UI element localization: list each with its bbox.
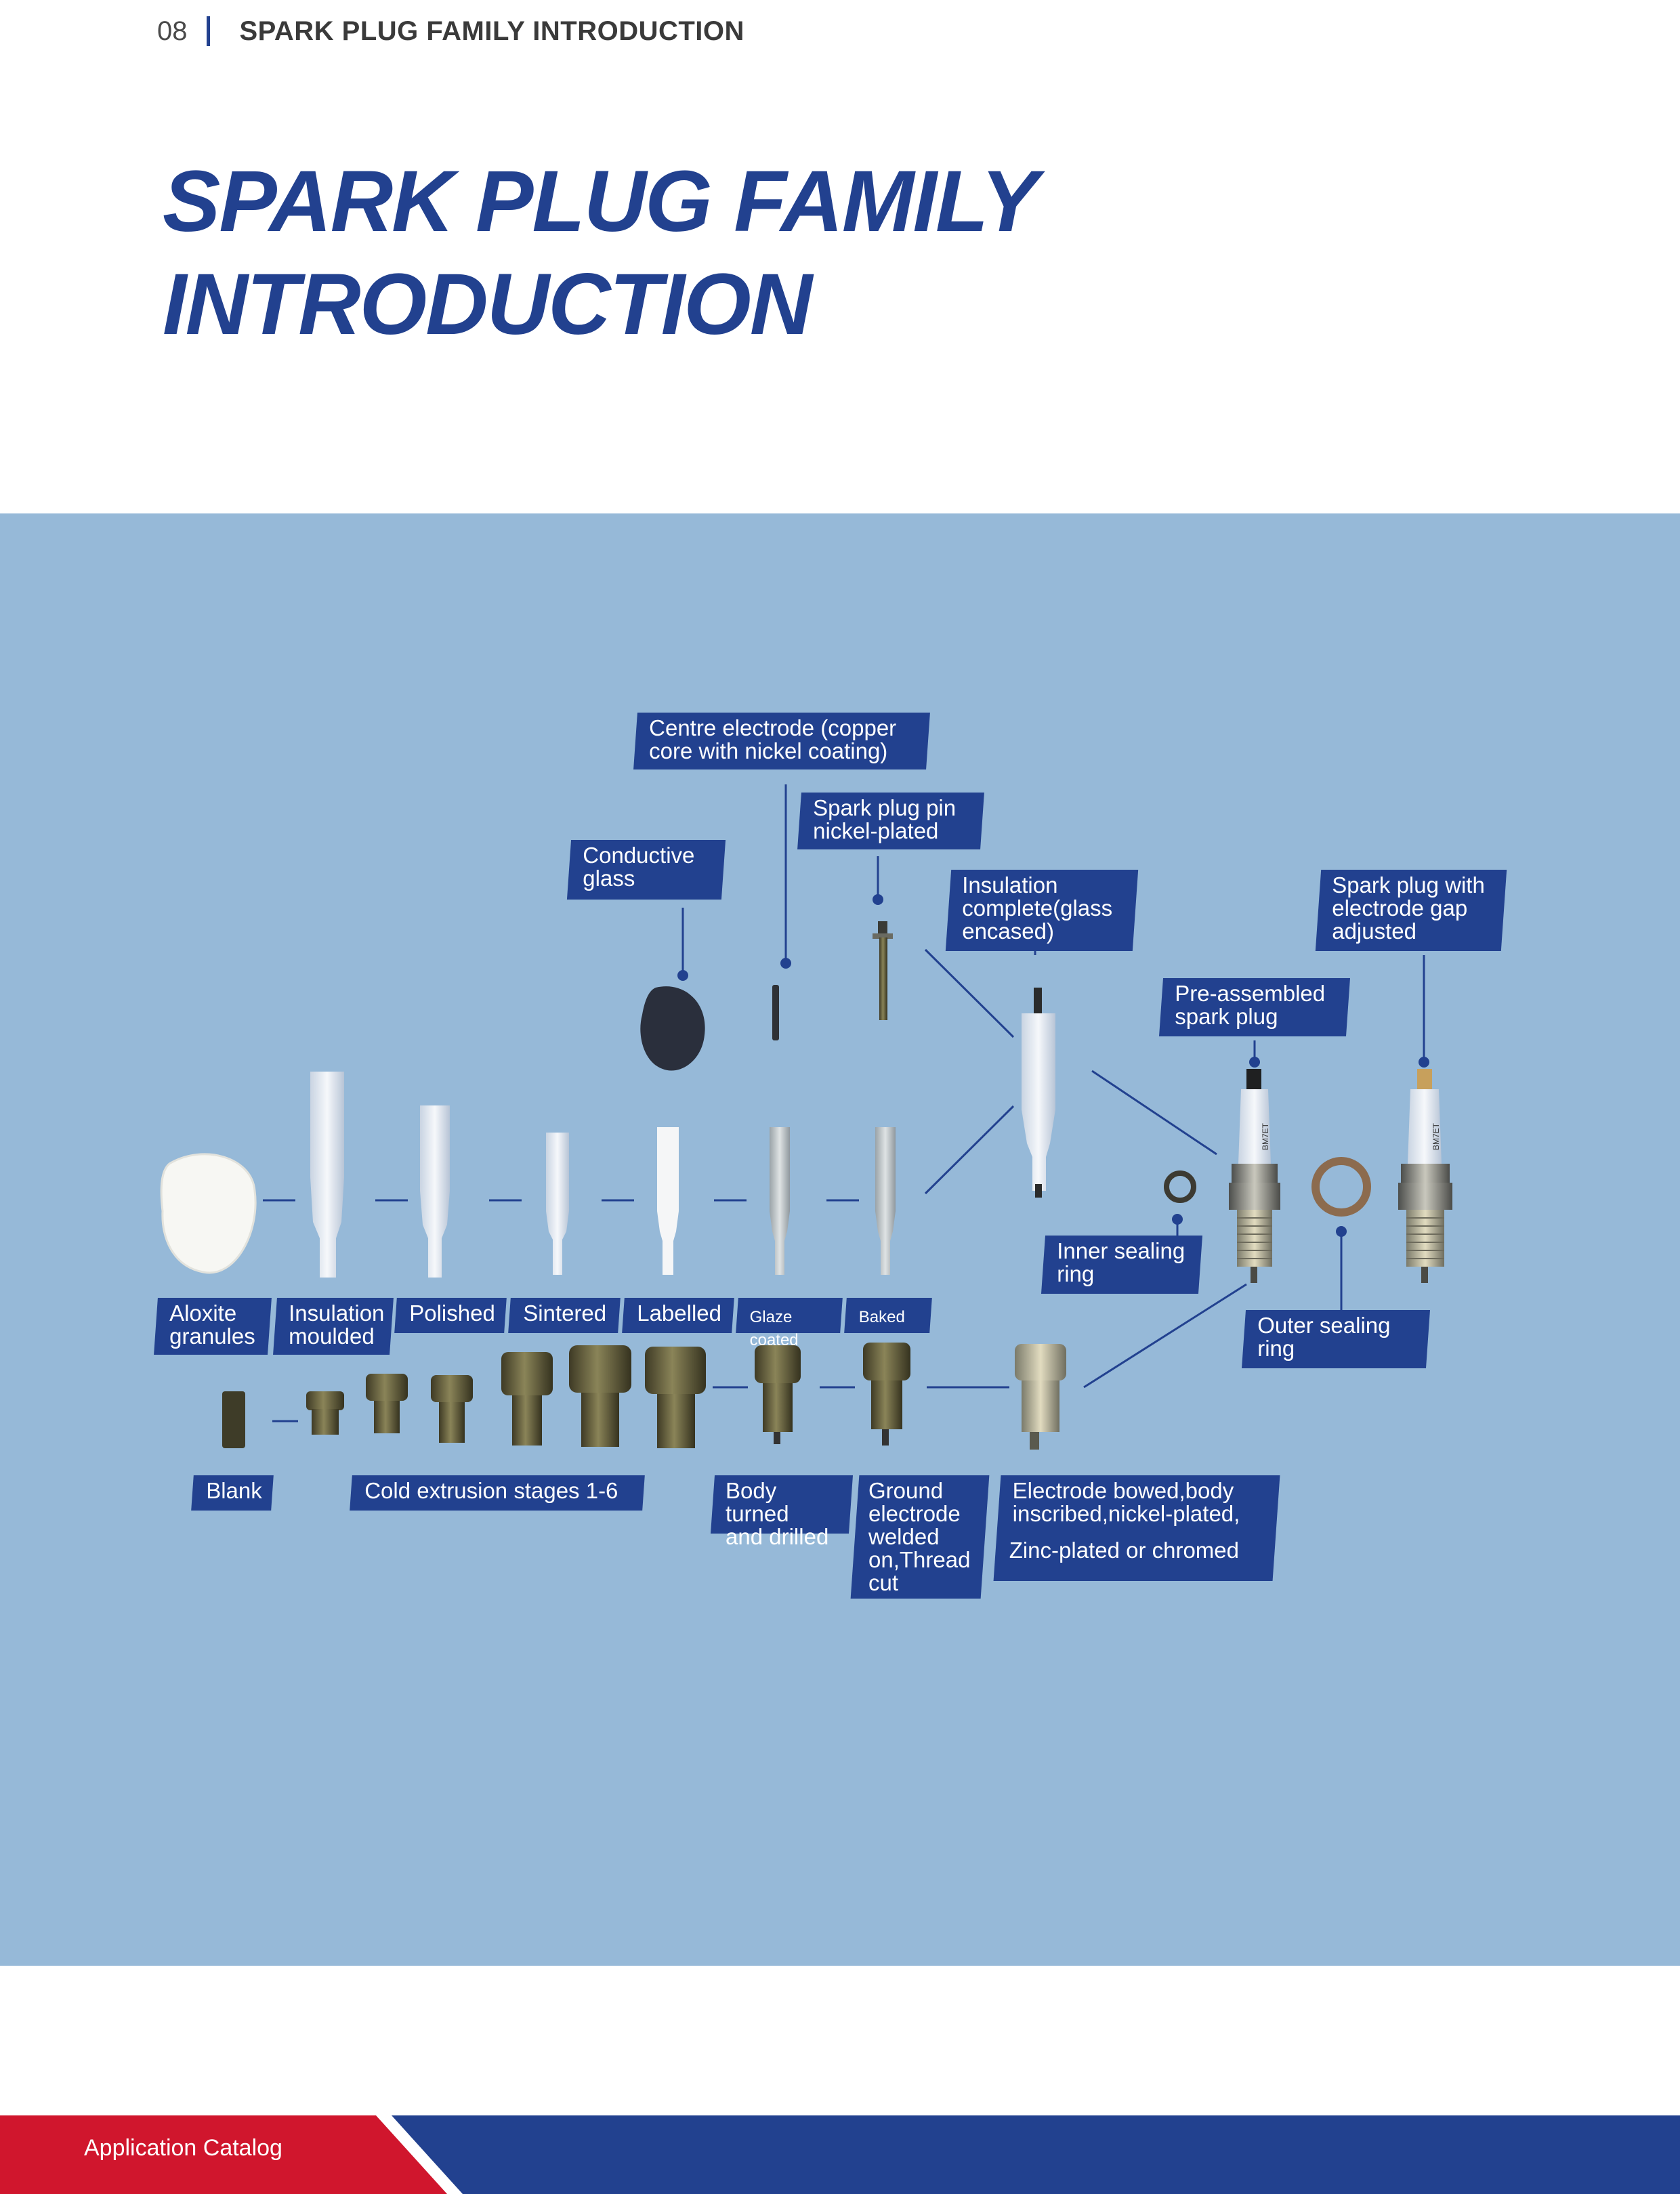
labelled-insulator-image: [657, 1127, 679, 1275]
plug-inscription-2: BM7ET: [1431, 1122, 1441, 1151]
label-spark-plug-gap-adjusted: Spark plug with electrode gap adjusted: [1316, 870, 1507, 951]
process-diagram: [0, 513, 1680, 1966]
page-title-line-2: INTRODUCTION: [163, 256, 812, 353]
label-outer-sealing-ring: Outer sealing ring: [1242, 1310, 1430, 1368]
extrusion-stage-5: [569, 1345, 631, 1447]
baked-insulator-image: [875, 1127, 896, 1275]
extrusion-stage-4: [501, 1352, 553, 1446]
label-aloxite-granules: Aloxite granules: [154, 1298, 272, 1355]
label-polished: Polished: [394, 1298, 507, 1333]
extrusion-stage-6: [645, 1347, 706, 1448]
label-cold-extrusion: Cold extrusion stages 1-6: [350, 1475, 645, 1511]
centre-electrode-image: [772, 985, 779, 1040]
cold-extrusion-stages-image: [306, 1345, 706, 1448]
insulation-moulded-image: [310, 1072, 344, 1278]
aloxite-granules-image: [161, 1154, 255, 1273]
extrusion-stage-2: [366, 1374, 408, 1433]
label-centre-electrode: Centre electrode (copper core with nickel coating): [633, 713, 930, 769]
label-pre-assembled: Pre-assembled spark plug: [1159, 978, 1350, 1036]
glaze-coated-insulator-image: [770, 1127, 790, 1275]
ground-electrode-welded-image: [863, 1343, 910, 1446]
footer-catalog-label: Application Catalog: [84, 2135, 282, 2161]
label-electrode-bowed: Electrode bowed,body inscribed,nickel-plated, Zinc-plated or chromed: [994, 1475, 1280, 1581]
label-conductive-glass: Conductive glass: [567, 840, 726, 900]
sintered-insulator-image: [546, 1133, 569, 1275]
label-insulation-complete: Insulation complete(glass encased): [946, 870, 1138, 951]
label-ground-electrode-welded: Ground electrode welded on,Thread cut: [851, 1475, 990, 1599]
page-number: 08: [157, 16, 188, 46]
label-inner-sealing-ring: Inner sealing ring: [1041, 1236, 1202, 1294]
extrusion-stage-3: [431, 1375, 473, 1443]
label-insulation-moulded: Insulation moulded: [273, 1298, 394, 1355]
body-turned-drilled-image: [755, 1345, 801, 1444]
page-header: [157, 12, 744, 50]
label-glaze-coated: Glaze coated: [736, 1298, 843, 1333]
outer-sealing-ring-image: [1316, 1161, 1367, 1212]
conductive-glass-image: [640, 986, 705, 1070]
insulation-complete-image: [1022, 988, 1055, 1198]
inner-sealing-ring-image: [1167, 1173, 1194, 1200]
label-spark-plug-pin: Spark plug pin nickel-plated: [797, 793, 984, 849]
header-divider: [207, 16, 210, 46]
header-section-title: SPARK PLUG FAMILY INTRODUCTION: [239, 16, 744, 46]
zinc-plated-body-image: [1015, 1344, 1066, 1450]
extrusion-stage-1: [306, 1391, 344, 1435]
label-baked: Baked: [844, 1298, 932, 1333]
page-title: [163, 150, 1037, 356]
label-sintered: Sintered: [508, 1298, 621, 1333]
blank-image: [222, 1391, 245, 1448]
label-labelled: Labelled: [622, 1298, 734, 1333]
spark-plug-pin-image: [873, 921, 893, 1020]
final-spark-plug-image: [1398, 1069, 1452, 1283]
plug-inscription-1: BM7ET: [1261, 1122, 1270, 1151]
label-blank: Blank: [191, 1475, 274, 1511]
polished-insulator-image: [420, 1105, 450, 1278]
page-title-line-1: SPARK PLUG FAMILY: [163, 153, 1038, 250]
pre-assembled-spark-plug-image: [1229, 1069, 1280, 1283]
label-body-turned-drilled: Body turned and drilled: [711, 1475, 853, 1534]
